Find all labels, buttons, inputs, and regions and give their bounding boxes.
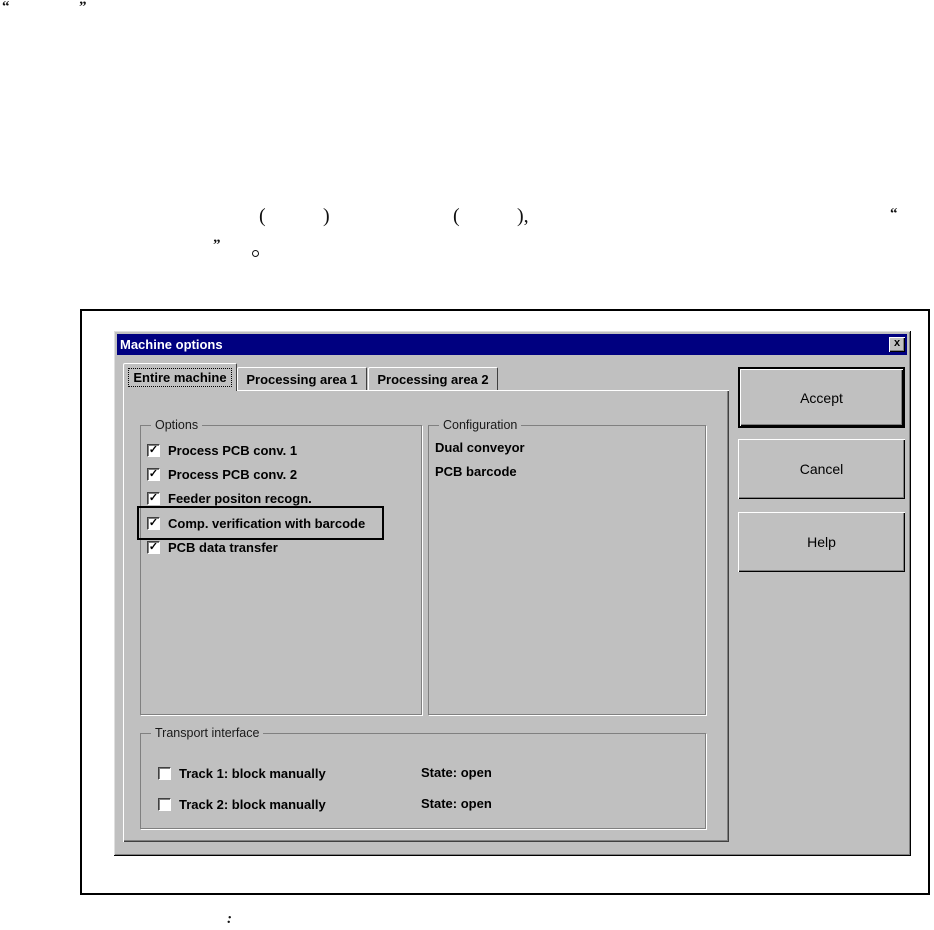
accept-button[interactable] (738, 367, 905, 428)
checkbox-row-pcb-data-transfer[interactable] (147, 539, 278, 555)
tab-entire-machine[interactable] (123, 363, 237, 391)
checkbox-checked-icon[interactable]: ✓ (148, 467, 159, 480)
checkbox-row-feeder-position-recogn[interactable] (147, 490, 312, 506)
options-group (140, 418, 422, 715)
tab-label: Processing area 1 (246, 372, 358, 387)
checkbox-checked-icon[interactable]: ✓ (148, 540, 159, 553)
checkbox-checked-icon[interactable]: ✓ (148, 516, 159, 529)
paren-mark: ( (259, 205, 266, 227)
quote-mark: “ (890, 206, 898, 222)
annotation-highlight-box (137, 506, 384, 540)
entire-machine-tab-panel (123, 390, 729, 842)
checkbox-unchecked-icon[interactable] (158, 767, 171, 780)
cancel-button-label: Cancel (799, 461, 844, 477)
configuration-item: PCB barcode (435, 464, 517, 479)
close-icon[interactable]: x (889, 337, 905, 352)
quote-mark: “ (2, 0, 10, 15)
transport-interface-group (140, 726, 706, 829)
checkbox-label: Comp. verification with barcode (168, 515, 366, 531)
checkbox-checked-icon[interactable]: ✓ (148, 443, 159, 456)
configuration-group-label: Configuration (439, 418, 521, 433)
tab-label: Entire machine (128, 368, 231, 387)
track-2-state-text: State: open (421, 796, 492, 811)
paren-mark: ( (453, 205, 460, 227)
configuration-item: Dual conveyor (435, 440, 525, 455)
tab-processing-area-2[interactable] (368, 367, 498, 391)
colon-mark: : (227, 911, 232, 927)
dialog-title: Machine options (120, 337, 223, 352)
help-button-label: Help (807, 534, 836, 550)
configuration-group (428, 418, 706, 715)
paren-mark: ) (323, 205, 330, 227)
paren-comma-mark: ), (517, 205, 529, 227)
options-group-label: Options (151, 418, 202, 433)
checkbox-row-process-pcb-conv-2[interactable] (147, 466, 297, 482)
transport-interface-group-label: Transport interface (151, 726, 263, 741)
checkbox-unchecked-icon[interactable] (158, 798, 171, 811)
tab-processing-area-1[interactable] (237, 367, 367, 391)
machine-options-dialog (113, 330, 911, 856)
checkbox-label: Process PCB conv. 1 (168, 442, 298, 458)
tab-label: Processing area 2 (377, 372, 489, 387)
dialog-titlebar[interactable] (117, 334, 907, 355)
checkbox-label: Process PCB conv. 2 (168, 466, 298, 482)
checkbox-checked-icon[interactable]: ✓ (148, 491, 159, 504)
checkbox-label: Feeder positon recogn. (168, 490, 312, 506)
checkbox-row-track-1-block-manually[interactable] (158, 765, 326, 781)
checkbox-row-track-2-block-manually[interactable] (158, 796, 326, 812)
checkbox-label: Track 1: block manually (179, 765, 326, 781)
checkbox-row-process-pcb-conv-1[interactable] (147, 442, 297, 458)
quote-mark: ” (79, 0, 87, 15)
accept-button-label: Accept (800, 389, 843, 406)
help-button[interactable] (738, 512, 905, 572)
ideographic-period-mark (252, 250, 259, 257)
track-1-state-text: State: open (421, 765, 492, 780)
checkbox-label: PCB data transfer (168, 539, 278, 555)
checkbox-label: Track 2: block manually (179, 796, 326, 812)
cancel-button[interactable] (738, 439, 905, 499)
screenshot-frame (80, 309, 930, 895)
quote-mark: ” (213, 237, 221, 253)
